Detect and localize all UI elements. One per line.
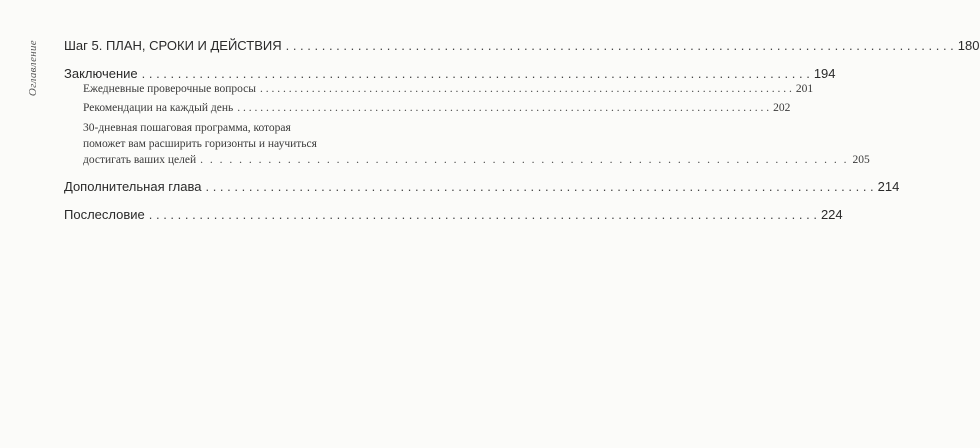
dot-leader [237, 102, 769, 114]
toc-entry-title-line: поможет вам расширить горизонты и научиться [83, 138, 317, 150]
toc-entry-step5[interactable] [64, 38, 980, 53]
dot-leader: . . . . . . . . . . . . . . . . . . . . . . . . . . . . . . . . . . . . . . . . . . . . . . . . . . . . . . . . . . . . . . . . . . . [200, 154, 849, 166]
toc-entry-daily-questions[interactable] [83, 83, 814, 95]
toc-entry-page: 180 [957, 38, 980, 53]
toc-entry-conclusion[interactable] [64, 66, 836, 81]
toc-entry-title: Шаг 5. ПЛАН, СРОКИ И ДЕЙСТВИЯ [64, 38, 282, 53]
toc-entry-title: Рекомендации на каждый день [83, 102, 234, 114]
toc-entry-page: 194 [813, 66, 836, 81]
running-header-label: Оглавление [27, 40, 39, 97]
dot-leader [149, 207, 817, 222]
toc-entry-page: 201 [795, 83, 814, 95]
toc-entry-daily-recommendations[interactable] [83, 102, 791, 114]
toc-entry-title: Послесловие [64, 207, 145, 222]
toc-entry-title: Дополнительная глава [64, 179, 202, 194]
toc-entry-title-line: 30-дневная пошаговая программа, которая [83, 122, 291, 134]
toc-entry-page: 224 [820, 207, 843, 222]
toc-entry-additional-chapter[interactable] [64, 179, 900, 194]
toc-entry-page: 205 [852, 154, 870, 166]
toc-entry-30-day-program[interactable] [83, 120, 870, 168]
dot-leader [142, 66, 810, 81]
toc-entry-title-line: достигать ваших целей [83, 154, 197, 166]
dot-leader [205, 179, 873, 194]
toc-entry-title: Заключение [64, 66, 138, 81]
toc-entry-afterword[interactable] [64, 207, 843, 222]
dot-leader [260, 83, 792, 95]
toc-entry-title: Ежедневные проверочные вопросы [83, 83, 257, 95]
dot-leader [286, 38, 954, 53]
toc-entry-page: 202 [773, 102, 791, 114]
toc-entry-page: 214 [877, 179, 900, 194]
